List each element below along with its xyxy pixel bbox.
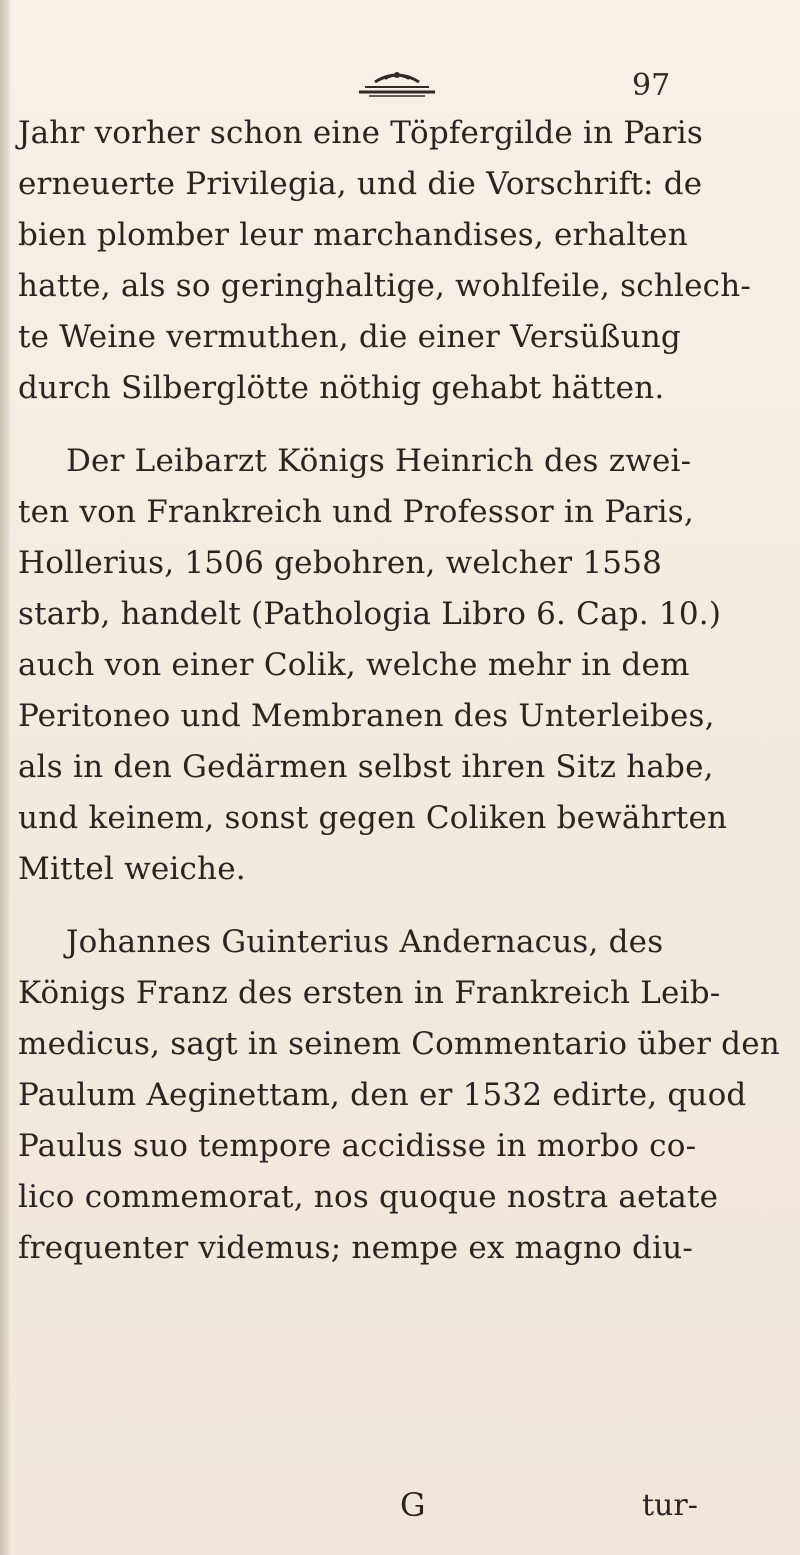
text-line: als in den Gedärmen selbst ihren Sitz habe, [18,749,714,785]
text-line: lico commemorat, nos quoque nostra aetate [18,1179,719,1215]
paragraph-gap [18,414,778,436]
header-ornament [355,66,439,100]
catchword: tur- [642,1488,698,1523]
text-line: Der Leibarzt Königs Heinrich des zwei- [66,443,692,479]
text-line: bien plomber leur marchandises, erhalten [18,217,688,253]
paragraph [18,108,778,414]
text-line: starb, handelt (Pathologia Libro 6. Cap. 10.) [18,596,722,632]
text-line: durch Silberglötte nöthig gehabt hätten. [18,370,665,406]
body-text [18,108,778,1274]
page-number: 97 [632,68,671,103]
text-line: Hollerius, 1506 gebohren, welcher 1558 [18,545,663,581]
text-line: frequenter videmus; nempe ex magno diu- [18,1230,694,1266]
text-line: Königs Franz des ersten in Frankreich Leib- [18,975,721,1011]
text-line: medicus, sagt in seinem Commentario über den [18,1026,780,1062]
paragraph-gap [18,895,778,917]
signature-mark: G [400,1486,426,1524]
text-line: te Weine vermuthen, die einer Versüßung [18,319,681,355]
text-line: hatte, als so geringhaltige, wohlfeile, schlech- [18,268,752,304]
text-line: Mittel weiche. [18,851,246,887]
text-line: ten von Frankreich und Professor in Paris, [18,494,694,530]
paragraph [18,436,778,895]
page-edge [0,0,10,1555]
page-footer [0,1486,800,1536]
text-line: erneuerte Privilegia, und die Vorschrift: de [18,166,703,202]
text-line: auch von einer Colik, welche mehr in dem [18,647,690,683]
text-line: Peritoneo und Membranen des Unterleibes, [18,698,715,734]
text-line: Paulum Aeginettam, den er 1532 edirte, quod [18,1077,747,1113]
text-line: Jahr vorher schon eine Töpfergilde in Paris [18,115,703,151]
paragraph [18,917,778,1274]
text-line: und keinem, sonst gegen Coliken bewährten [18,800,728,836]
text-line: Johannes Guinterius Andernacus, des [66,924,664,960]
text-line: Paulus suo tempore accidisse in morbo co- [18,1128,697,1164]
